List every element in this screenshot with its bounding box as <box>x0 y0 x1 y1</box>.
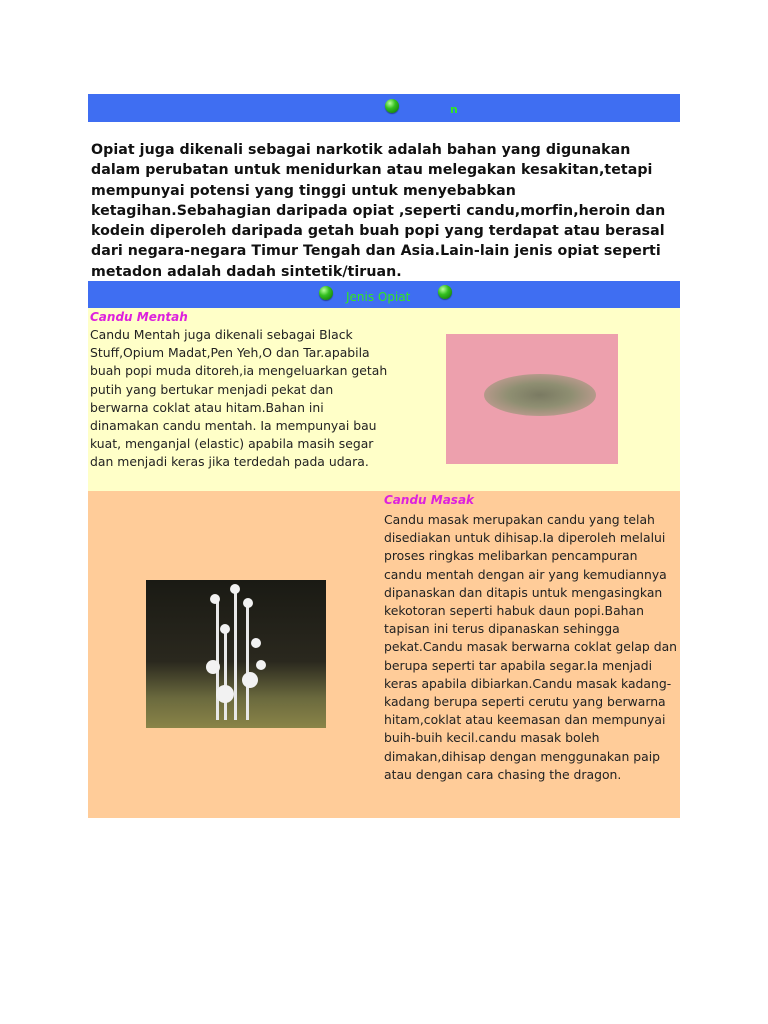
candu-masak-title: Candu Masak <box>384 493 475 507</box>
poppy-plant-image <box>146 580 326 728</box>
header-banner-title: n <box>450 103 458 116</box>
candu-mentah-title: Candu Mentah <box>90 310 188 324</box>
green-ball-icon <box>438 285 452 299</box>
header-banner <box>88 94 680 122</box>
green-ball-icon <box>319 286 333 300</box>
candu-masak-text: Candu masak merupakan candu yang telah disediakan untuk dihisap.Ia diperoleh melalui proses ringkas melibarkan pencampuran candu mentah dengan air yang kemudiannya dipanaskan dan ditapis untuk mengasingkan kekotoran seperti habuk daun popi.Bahan tapisan ini terus dipanaskan sehingga pekat.Candu masak berwarna coklat gelap dan berupa seperti tar apabila segar.Ia menjadi keras apabila dibiarkan.Candu masak kadang-kadang berupa seperti cerutu yang berwarna hitam,coklat atau keemasan dan mempunyai buih-buih kecil.candu masak boleh dimakan,dihisap dengan menggunakan paip atau dengan cara chasing the dragon. <box>384 512 678 782</box>
section-banner <box>88 281 680 308</box>
candu-mentah-row <box>88 308 680 491</box>
intro-paragraph: Opiat juga dikenali sebagai narkotik adalah bahan yang digunakan dalam perubatan untuk menidurkan atau melegakan kesakitan,tetapi mempunyai potensi yang tinggi untuk menyebabkan ketagihan.Sebahagian daripada opiat ,seperti candu,morfin,heroin dan kodein diperoleh daripada getah buah popi yang terdapat atau berasal dari negara-negara Timur Tengah dan Asia.Lain-lain jenis opiat seperti metadon adalah dadah sintetik/tiruan. <box>91 142 666 280</box>
raw-opium-image <box>446 334 618 464</box>
candu-mentah-text: Candu Mentah juga dikenali sebagai Black Stuff,Opium Madat,Pen Yeh,O dan Tar.apabila buah popi muda ditoreh,ia mengeluarkan getah putih yang bertukar menjadi pekat dan berwarna coklat atau hitam.Bahan ini dinamakan candu mentah. Ia mempunyai bau kuat, menganjal (elastic) apabila masih segar dan menjadi keras jika terdedah pada udara. <box>90 327 388 470</box>
section-banner-title: Jenis Opiat <box>346 290 411 304</box>
green-ball-icon <box>385 99 399 113</box>
candu-masak-row <box>88 491 680 818</box>
